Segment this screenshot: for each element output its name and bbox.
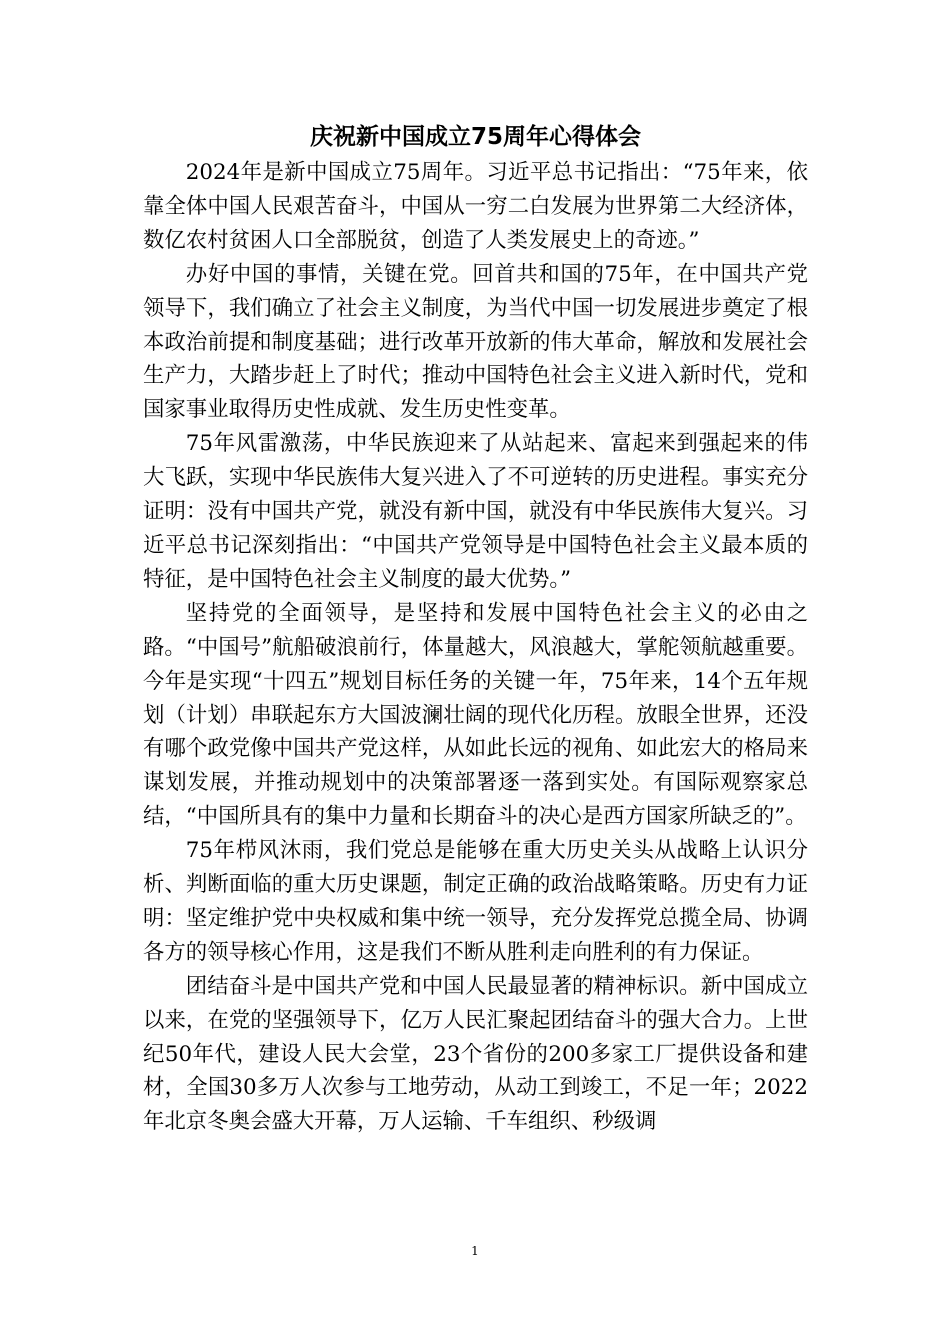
paragraph-2: 办好中国的事情，关键在党。回首共和国的75年，在中国共产党领导下，我们确立了社会主义制度，为当代中国一切发展进步奠定了根本政治前提和制度基础；进行改革开放新的伟大革命，解放和发展社会生产力，大踏步赶上了时代；推动中国特色社会主义进入新时代，党和国家事业取得历史性成就、发生历史性变革。 <box>143 261 808 423</box>
paragraph-4: 坚持党的全面领导，是坚持和发展中国特色社会主义的必由之路。“中国号”航船破浪前行，体量越大，风浪越大，掌舵领航越重要。今年是实现“十四五”规划目标任务的关键一年，75年来，14个五年规划（计划）串联起东方大国波澜壮阔的现代化历程。放眼全世界，还没有哪个政党像中国共产党这样，从如此长远的视角、如此宏大的格局来谋划发展，并推动规划中的决策部署逐一落到实处。有国际观察家总结，“中国所具有的集中力量和长期奋斗的决心是西方国家所缺乏的”。 <box>143 600 808 830</box>
paragraph-1: 2024年是新中国成立75周年。习近平总书记指出：“75年来，依靠全体中国人民艰苦奋斗，中国从一穷二白发展为世界第二大经济体，数亿农村贫困人口全部脱贫，创造了人类发展史上的奇迹。” <box>143 160 808 253</box>
paragraph-6: 团结奋斗是中国共产党和中国人民最显著的精神标识。新中国成立以来，在党的坚强领导下，亿万人民汇聚起团结奋斗的强大合力。上世纪50年代，建设人民大会堂，23个省份的200多家工厂提供设备和建材，全国30多万人次参与工地劳动，从动工到竣工，不足一年；2022年北京冬奥会盛大开幕，万人运输、千车组织、秒级调 <box>143 973 808 1135</box>
document-body <box>143 118 808 1139</box>
document-title: 庆祝新中国成立75周年心得体会 <box>309 124 641 150</box>
page-number: 1 <box>471 1244 479 1258</box>
paragraph-3: 75年风雷激荡，中华民族迎来了从站起来、富起来到强起来的伟大飞跃，实现中华民族伟大复兴进入了不可逆转的历史进程。事实充分证明：没有中国共产党，就没有新中国，就没有中华民族伟大复兴。习近平总书记深刻指出：“中国共产党领导是中国特色社会主义最本质的特征，是中国特色社会主义制度的最大优势。” <box>143 431 808 592</box>
paragraph-5: 75年栉风沐雨，我们党总是能够在重大历史关头从战略上认识分析、判断面临的重大历史课题，制定正确的政治战略策略。历史有力证明：坚定维护党中央权威和集中统一领导，充分发挥党总揽全局、协调各方的领导核心作用，这是我们不断从胜利走向胜利的有力保证。 <box>143 838 808 965</box>
